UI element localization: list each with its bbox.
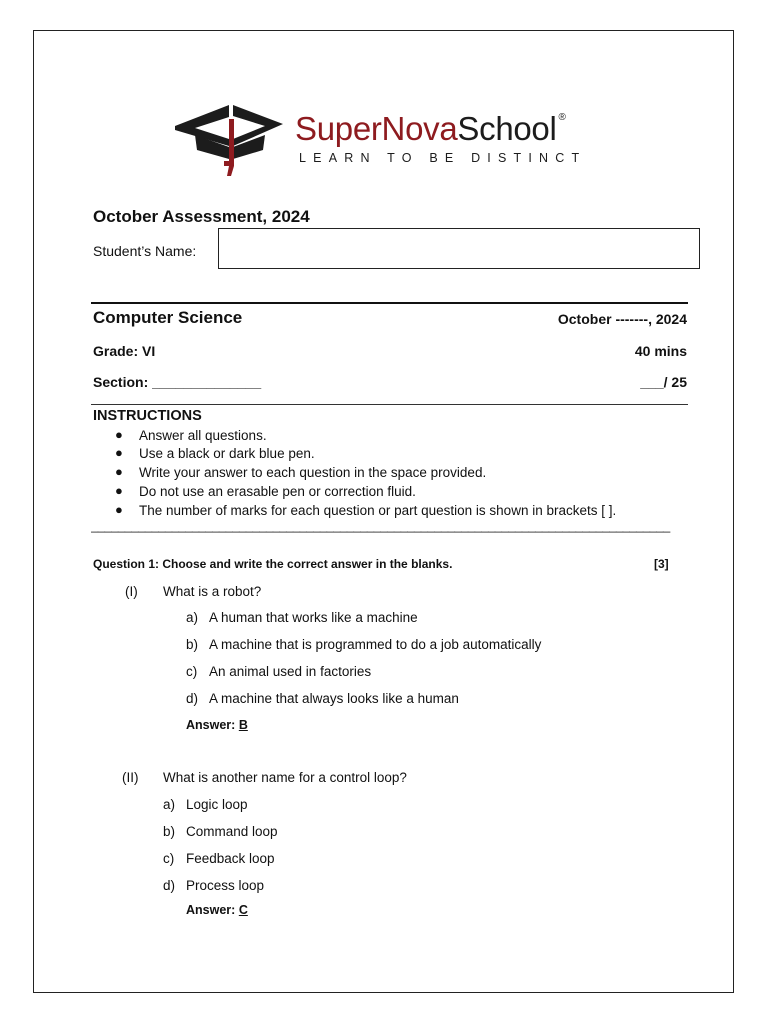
instruction-text: The number of marks for each question or part question is shown in brackets [ ]. (139, 503, 617, 518)
duration: 40 mins (634, 343, 687, 359)
question-title: Question 1: Choose and write the correct answer in the blanks. (93, 557, 453, 571)
answer-label: Answer: (186, 718, 236, 732)
divider-mid (91, 404, 688, 405)
instruction-text: Use a black or dark blue pen. (139, 446, 315, 461)
part-number: (II) (122, 770, 139, 785)
bullet-icon: ● (115, 427, 123, 442)
option-text: Process loop (186, 878, 265, 893)
divider-top (91, 302, 688, 304)
student-name-label: Student’s Name: (93, 243, 197, 259)
option-text: A human that works like a machine (209, 610, 418, 625)
exam-date: October -------, 2024 (557, 311, 687, 327)
grade-label: Grade: VI (93, 343, 156, 359)
option-letter: a) (163, 797, 176, 812)
question-marks: [3] (654, 557, 669, 571)
registered-mark: ® (558, 112, 566, 123)
brand-tagline: LEARN TO BE DISTINCT (299, 151, 587, 165)
option-letter: a) (186, 610, 199, 625)
marks-total: ___/ 25 (640, 374, 687, 390)
brand-name (295, 110, 566, 148)
dashed-separator: ______________________________________________________________________________________ (91, 518, 670, 533)
section-field: Section: ______________ (93, 374, 262, 390)
option-letter: b) (186, 637, 199, 652)
bullet-icon: ● (115, 483, 123, 498)
bullet-icon: ● (115, 502, 123, 517)
answer-value: C (238, 903, 248, 917)
brand-name-part2: School (457, 110, 557, 147)
bullet-icon: ● (115, 445, 123, 460)
bullet-icon: ● (115, 464, 123, 479)
option-letter: c) (163, 851, 175, 866)
option-text: Logic loop (186, 797, 248, 812)
brand-name-part1: SuperNova (295, 110, 458, 147)
answer-value: B (238, 718, 248, 732)
option-text: Command loop (186, 824, 278, 839)
instructions-heading: INSTRUCTIONS (93, 408, 202, 424)
option-letter: d) (186, 691, 199, 706)
subject-title: Computer Science (93, 308, 243, 327)
option-text: A machine that always looks like a human (209, 691, 459, 706)
part-question: What is a robot? (163, 584, 262, 599)
option-letter: c) (186, 664, 198, 679)
part-number: (I) (125, 584, 138, 599)
answer-line (186, 903, 248, 917)
instruction-text: Write your answer to each question in the space provided. (139, 465, 487, 480)
option-letter: b) (163, 824, 176, 839)
instruction-text: Do not use an erasable pen or correction fluid. (139, 484, 416, 499)
option-text: A machine that is programmed to do a job automatically (209, 637, 542, 652)
option-text: Feedback loop (186, 851, 275, 866)
instruction-text: Answer all questions. (139, 428, 267, 443)
answer-line (186, 718, 248, 732)
answer-label: Answer: (186, 903, 236, 917)
option-letter: d) (163, 878, 176, 893)
option-text: An animal used in factories (209, 664, 372, 679)
graduation-cap-logo-icon (173, 102, 285, 178)
student-name-field[interactable] (218, 228, 700, 269)
assessment-title: October Assessment, 2024 (93, 207, 310, 226)
part-question: What is another name for a control loop? (163, 770, 407, 785)
